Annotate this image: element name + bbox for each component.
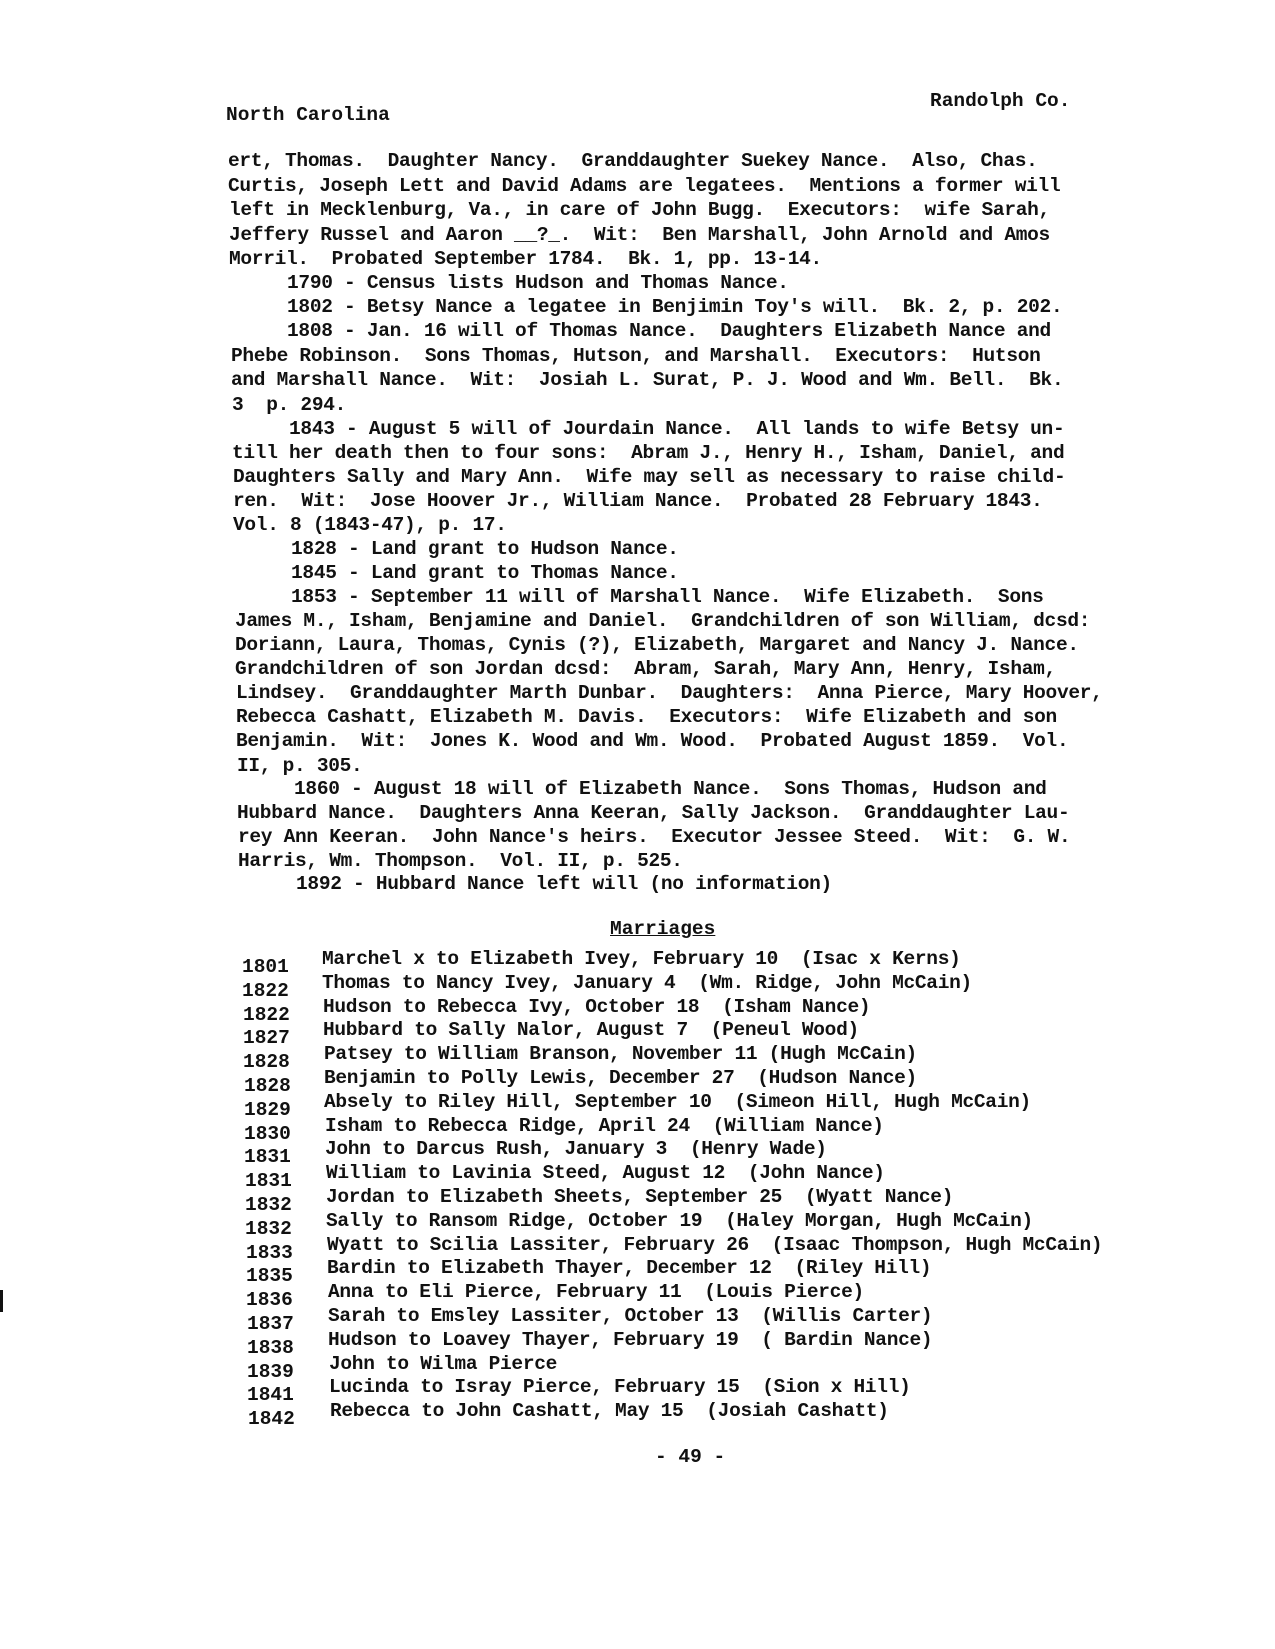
marriage-text: Benjamin to Polly Lewis, December 27 (Hudson Nance) — [324, 1067, 917, 1089]
body-line: 1853 - September 11 will of Marshall Nance. Wife Elizabeth. Sons — [234, 586, 1044, 608]
marriage-year: 1801 — [242, 956, 289, 978]
body-line: Harris, Wm. Thompson. Vol. II, p. 525. — [238, 850, 683, 872]
page-number: - 49 - — [655, 1446, 726, 1468]
marriage-year: 1833 — [246, 1241, 293, 1264]
body-line: Vol. 8 (1843-47), p. 17. — [233, 514, 507, 536]
body-line: II, p. 305. — [237, 755, 363, 777]
body-line: Grandchildren of son Jordan dcsd: Abram, Sarah, Mary Ann, Henry, Isham, — [235, 658, 1056, 680]
marriage-text: John to Wilma Pierce — [329, 1352, 558, 1375]
body-line: Hubbard Nance. Daughters Anna Keeran, Sally Jackson. Granddaughter Lau- — [237, 802, 1070, 824]
marriage-year: 1830 — [244, 1122, 291, 1145]
marriage-year: 1822 — [243, 1003, 290, 1026]
marriage-year: 1835 — [246, 1265, 293, 1288]
marriage-text: Wyatt to Scilia Lassiter, February 26 (Isaac Thompson, Hugh McCain) — [327, 1233, 1103, 1256]
body-line: 1802 - Betsy Nance a legatee in Benjimin Toy's will. Bk. 2, p. 202. — [230, 296, 1063, 318]
body-line: Jeffery Russel and Aaron __?_. Wit: Ben Marshall, John Arnold and Amos — [229, 224, 1050, 246]
marriage-year: 1832 — [245, 1217, 292, 1240]
marriage-text: Sarah to Emsley Lassiter, October 13 (Willis Carter) — [328, 1305, 933, 1327]
body-line: rey Ann Keeran. John Nance's heirs. Executor Jessee Steed. Wit: G. W. — [238, 826, 1071, 848]
body-line: James M., Isham, Benjamine and Daniel. Grandchildren of son William, dcsd: — [235, 610, 1091, 632]
body-line: Lindsey. Granddaughter Marth Dunbar. Daughters: Anna Pierce, Mary Hoover, — [236, 682, 1103, 704]
body-line: 1828 - Land grant to Hudson Nance. — [234, 538, 679, 560]
marriage-year: 1832 — [245, 1194, 292, 1216]
marriages-heading: Marriages — [610, 918, 716, 940]
marriage-text: Bardin to Elizabeth Thayer, December 12 (Riley Hill) — [327, 1257, 932, 1280]
marriage-text: Rebecca to John Cashatt, May 15 (Josiah Cashatt) — [330, 1400, 889, 1423]
marriage-text: Patsey to William Branson, November 11 (Hugh McCain) — [324, 1043, 917, 1066]
scan-edge-mark — [0, 1290, 3, 1312]
body-line: left in Mecklenburg, Va., in care of John Bugg. Executors: wife Sarah, — [229, 199, 1050, 221]
marriage-text: Hudson to Rebecca Ivy, October 18 (Isham Nance) — [323, 995, 871, 1018]
body-line: ert, Thomas. Daughter Nancy. Granddaughter Suekey Nance. Also, Chas. — [228, 150, 1038, 172]
marriage-text: William to Lavinia Steed, August 12 (John Nance) — [326, 1162, 885, 1185]
marriage-year: 1842 — [248, 1408, 295, 1431]
body-line: 1860 - August 18 will of Elizabeth Nance. Sons Thomas, Hudson and — [237, 778, 1047, 800]
body-line: ren. Wit: Jose Hoover Jr., William Nance. Probated 28 February 1843. — [233, 490, 1043, 512]
body-line: Benjamin. Wit: Jones K. Wood and Wm. Wood. Probated August 1859. Vol. — [236, 730, 1069, 752]
marriage-text: Absely to Riley Hill, September 10 (Simeon Hill, Hugh McCain) — [324, 1090, 1031, 1113]
marriage-year: 1831 — [244, 1146, 291, 1169]
marriage-text: Thomas to Nancy Ivey, January 4 (Wm. Ridge, John McCain) — [322, 971, 972, 994]
body-line: 1843 - August 5 will of Jourdain Nance. All lands to wife Betsy un- — [232, 418, 1065, 440]
body-line: Daughters Sally and Mary Ann. Wife may sell as necessary to raise child- — [233, 466, 1066, 488]
marriage-year: 1828 — [244, 1075, 291, 1097]
marriage-year: 1822 — [242, 979, 289, 1002]
body-line: 1845 - Land grant to Thomas Nance. — [234, 562, 679, 584]
marriage-year: 1839 — [247, 1360, 294, 1383]
header-county: Randolph Co. — [930, 90, 1071, 112]
marriage-year: 1831 — [245, 1170, 292, 1193]
body-line: Phebe Robinson. Sons Thomas, Hutson, and Marshall. Executors: Hutson — [231, 345, 1041, 367]
body-line: Curtis, Joseph Lett and David Adams are legatees. Mentions a former will — [228, 175, 1061, 197]
body-line: Rebecca Cashatt, Elizabeth M. Davis. Executors: Wife Elizabeth and son — [236, 706, 1057, 728]
marriage-text: John to Darcus Rush, January 3 (Henry Wade) — [325, 1138, 827, 1161]
body-line: 1892 - Hubbard Nance left will (no information) — [239, 873, 832, 895]
marriage-text: Lucinda to Isray Pierce, February 15 (Sion x Hill) — [329, 1376, 911, 1399]
header-state: North Carolina — [226, 104, 390, 126]
marriage-text: Jordan to Elizabeth Sheets, September 25 (Wyatt Nance) — [326, 1186, 954, 1208]
body-line: till her death then to four sons: Abram J., Henry H., Isham, Daniel, and — [232, 442, 1065, 464]
marriage-year: 1837 — [247, 1313, 294, 1335]
body-line: Morril. Probated September 1784. Bk. 1, pp. 13-14. — [229, 248, 822, 270]
body-line: 3 p. 294. — [232, 394, 347, 416]
marriage-year: 1841 — [247, 1384, 294, 1407]
marriage-text: Anna to Eli Pierce, February 11 (Louis Pierce) — [328, 1281, 864, 1304]
marriage-year: 1829 — [244, 1098, 291, 1121]
marriage-text: Hubbard to Sally Nalor, August 7 (Peneul Wood) — [323, 1019, 859, 1042]
body-line: and Marshall Nance. Wit: Josiah L. Surat, P. J. Wood and Wm. Bell. Bk. — [231, 369, 1064, 391]
marriage-text: Isham to Rebecca Ridge, April 24 (William Nance) — [325, 1114, 884, 1137]
body-line: 1808 - Jan. 16 will of Thomas Nance. Daughters Elizabeth Nance and — [230, 320, 1051, 342]
body-line: 1790 - Census lists Hudson and Thomas Nance. — [230, 272, 789, 294]
marriage-year: 1827 — [243, 1027, 290, 1050]
marriage-year: 1836 — [246, 1289, 293, 1312]
body-line: Doriann, Laura, Thomas, Cynis (?), Elizabeth, Margaret and Nancy J. Nance. — [235, 634, 1079, 656]
marriage-text: Hudson to Loavey Thayer, February 19 ( Bardin Nance) — [328, 1328, 933, 1351]
marriage-year: 1828 — [243, 1051, 290, 1074]
marriage-text: Sally to Ransom Ridge, October 19 (Haley Morgan, Hugh McCain) — [326, 1209, 1033, 1232]
marriage-year: 1838 — [247, 1336, 294, 1359]
marriage-text: Marchel x to Elizabeth Ivey, February 10 (Isac x Kerns) — [322, 948, 961, 970]
